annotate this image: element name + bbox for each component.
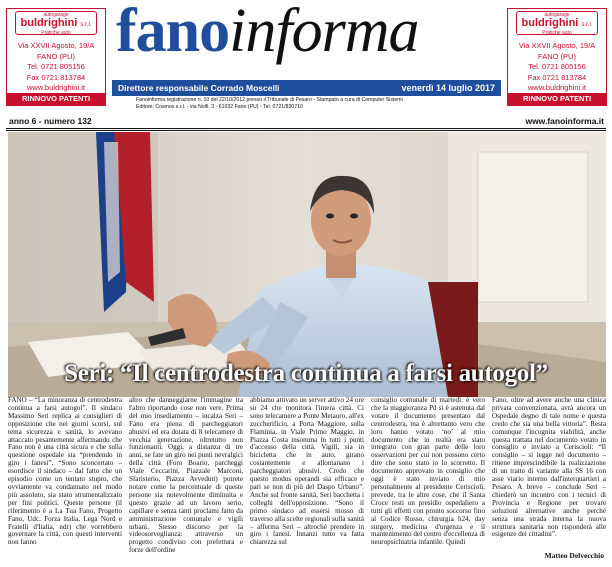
website-link[interactable]: www.fanoinforma.it [525, 116, 604, 126]
ad-phone: Tel. 0721 805156 [528, 62, 586, 71]
ad-tag: autogarage [544, 12, 570, 18]
ad-subtitle: Pratiche auto [542, 30, 572, 36]
article-column-4: consiglio comunale di martedì: è vero che la maggioranza Pd si è astenuta dal votare il documento presentato dal centrodestra, ma è altrettanto vero che loro hanno votato ‘no’ al mio documento che in realtà era stato integrato con gran parte delle loro osservazioni per cui non possono certo dire che sono stato io lo scorretto. Il documento approvato in consiglio che oggi è stato inviato di mio personalmente al presidente Ceriscioli, prevede, tra le altre cose, che il Santa Croce resti un presidio ospedaliero a tutti gli effetti con pronto soccorso fino al Codice Rosso, chirurgia h24, day surgery, medicina d'urgenza e il mantenimento del centro d'eccellenza di neuropsichiatria infantile. Quindi [371, 397, 485, 547]
ad-fax: Fax 0721 813784 [527, 72, 587, 82]
registration-info [136, 97, 496, 110]
logo-informa: informa [229, 0, 419, 65]
ad-website[interactable]: www.buldrighini.it [27, 83, 85, 92]
registration-line: Fanoinforma registrazione n. 10 del 22/10/2012 presso il Tribunale di Pesaro - Stampato a cura di Computer Sistemi [136, 97, 403, 103]
masthead-band [112, 80, 501, 96]
issue-date: venerdì 14 luglio 2017 [401, 83, 495, 93]
issue-number: anno 6 - numero 132 [9, 116, 92, 126]
header-divider [6, 128, 606, 131]
mayor-photo-illustration [8, 132, 606, 397]
ad-address: Via XXVII Agosto, 19/A [518, 41, 596, 50]
logo-fano: fano [116, 0, 230, 65]
article-column-1: FANO – “La minoranza di centrodestra continua a farsi autogol”. Il sindaco Massimo Seri replica ai consiglieri di opposizione che nei giorni scorsi, sul tema sicurezza e sanità, lo avevano attaccato pesantemente affermando che Fano non è una città sicura e che sulla questione ospedale sta “prendendo in giro i fanesi”. “Sono sconcertato – esordisce il sindaco – dal fatto che un episodio come un tentato stupro, che ovviamente va condannato nel modo più assoluto, sia stato strumentalizzato per fini politici. Queste persone (il riferimento è a La Tua Fano, Progetto Fano, Udc, Forza Italia, Lega Nord e Fratelli d'Italia, ndr) che vorrebbero governare la città, con questi interventi non fanno [8, 397, 122, 547]
masthead [112, 0, 501, 110]
ad-brand-name: buldrighini [20, 17, 78, 29]
article-body [8, 397, 606, 565]
article-column-2: altro che danneggiarne l'immagine tra l'altro riportando cose non vere. Prima del mio insediamento – incalza Seri – Fano era piena di parcheggiatori abusivi ed era dotata di 8 telecamere di vecchia generazione, oltretutto non funzionanti. Oggi, a distanza di tre anni, se fate un giro nei punti nevralgici della città (Foro Boario, parcheggi Viale Ceccarini, Piazzale Marconi, Sfaristerio, Piazza Avveduti) potrete notare come la percentuale di queste persone sia notevolmente diminuita e questo grazie ad un lavoro serio, capillare e senza tanti proclami fatto da amministrazione comunale e vigili urbani. Stesso discorso per la videosorveglianza: attraverso un progetto condiviso con prefettura e forze dell'ordine [129, 397, 243, 555]
ad-contact [7, 41, 105, 94]
ad-brand-logo [15, 11, 97, 35]
newspaper-logo[interactable] [116, 0, 419, 82]
ad-brand-name: buldrighini [521, 17, 579, 29]
ad-brand-suffix: s.r.l. [80, 22, 92, 28]
article-headline: Seri: “Il centrodestra continua a farsi autogol” [64, 360, 548, 387]
ad-fax: Fax 0721 813784 [26, 72, 86, 82]
ad-city: FANO (PU) [37, 51, 75, 61]
ad-phone: Tel. 0721 805156 [27, 62, 85, 71]
ad-footer: RINNOVO PATENTI [508, 93, 606, 105]
article-column-3: abbiamo attivato un server attivo 24 ore su 24 che monitora l'intera città. Ci sono telecamere a Ponte Metauro, all'ex zuccherificio, a Porta Maggiore, sulla Flaminia, in Viale Primo Maggio, in Piazza Costa insomma in tutti i punti d'accesso della città. Vigili, sia in bicicletta che in auto, girano costantemente e allontanano i parcheggiatori abusivi. Credo che questo modus operandi sia efficace e pari se non di più del Daspo Urbano”. Anche sul fronte sanità, Seri bacchetta i colleghi dell'opposizione. “Sono il primo sindaco ad essersi mosso di traverso alla scelte regionali sulla sanità – afferma Seri – altroché prendere in giro i fanesi. Innanzi tutto va fatta chiarezza sul [250, 397, 364, 547]
article-byline: Matteo Delvecchio [541, 551, 604, 560]
article-photo [8, 132, 606, 397]
ad-website[interactable]: www.buldrighini.it [528, 83, 586, 92]
editor-line: Editore: Cosmos s.r.l. - via Nolfi, 3 - 61032 Fano (PU) - Tel. 0721/830710 [136, 103, 303, 110]
ad-buldrighini-right[interactable] [507, 8, 607, 106]
article-column-5: Fano, oltre ad avere anche una clinica privata convenzionata, avrà ancora un Ospedale degno di tale nome e questa credo che sia una bella vittoria”. Resta comunque l'incognita viabilità, anche questa trattata nel documento votato in consiglio e inviato a Ceriscioli: “Il consiglio – si legge nel documento – ritiene imprescindibile la realizzazione di un tratto di variante alla SS 16 con asse viario interno dall'interquartieri a Pesaro. A breve – conclude Seri – chiederò un incontro con i tecnici di Provincia e Regione per trovare soluzioni alternative anche perché senza una strada interna la nuova struttura sanitaria non risponderà alle esigenze dei cittadini”. [492, 397, 606, 539]
ad-tag: autogarage [43, 12, 69, 18]
ad-contact [508, 41, 606, 94]
ad-subtitle: Pratiche auto [41, 30, 71, 36]
ad-buldrighini-left[interactable] [6, 8, 106, 106]
ad-footer: RINNOVO PATENTI [7, 93, 105, 105]
director-credit: Direttore responsabile Corrado Moscelli [118, 83, 280, 93]
ad-city: FANO (PU) [538, 51, 576, 61]
ad-brand-suffix: s.r.l. [581, 22, 593, 28]
ad-address: Via XXVII Agosto, 19/A [17, 41, 95, 50]
ad-brand-logo [516, 11, 598, 35]
